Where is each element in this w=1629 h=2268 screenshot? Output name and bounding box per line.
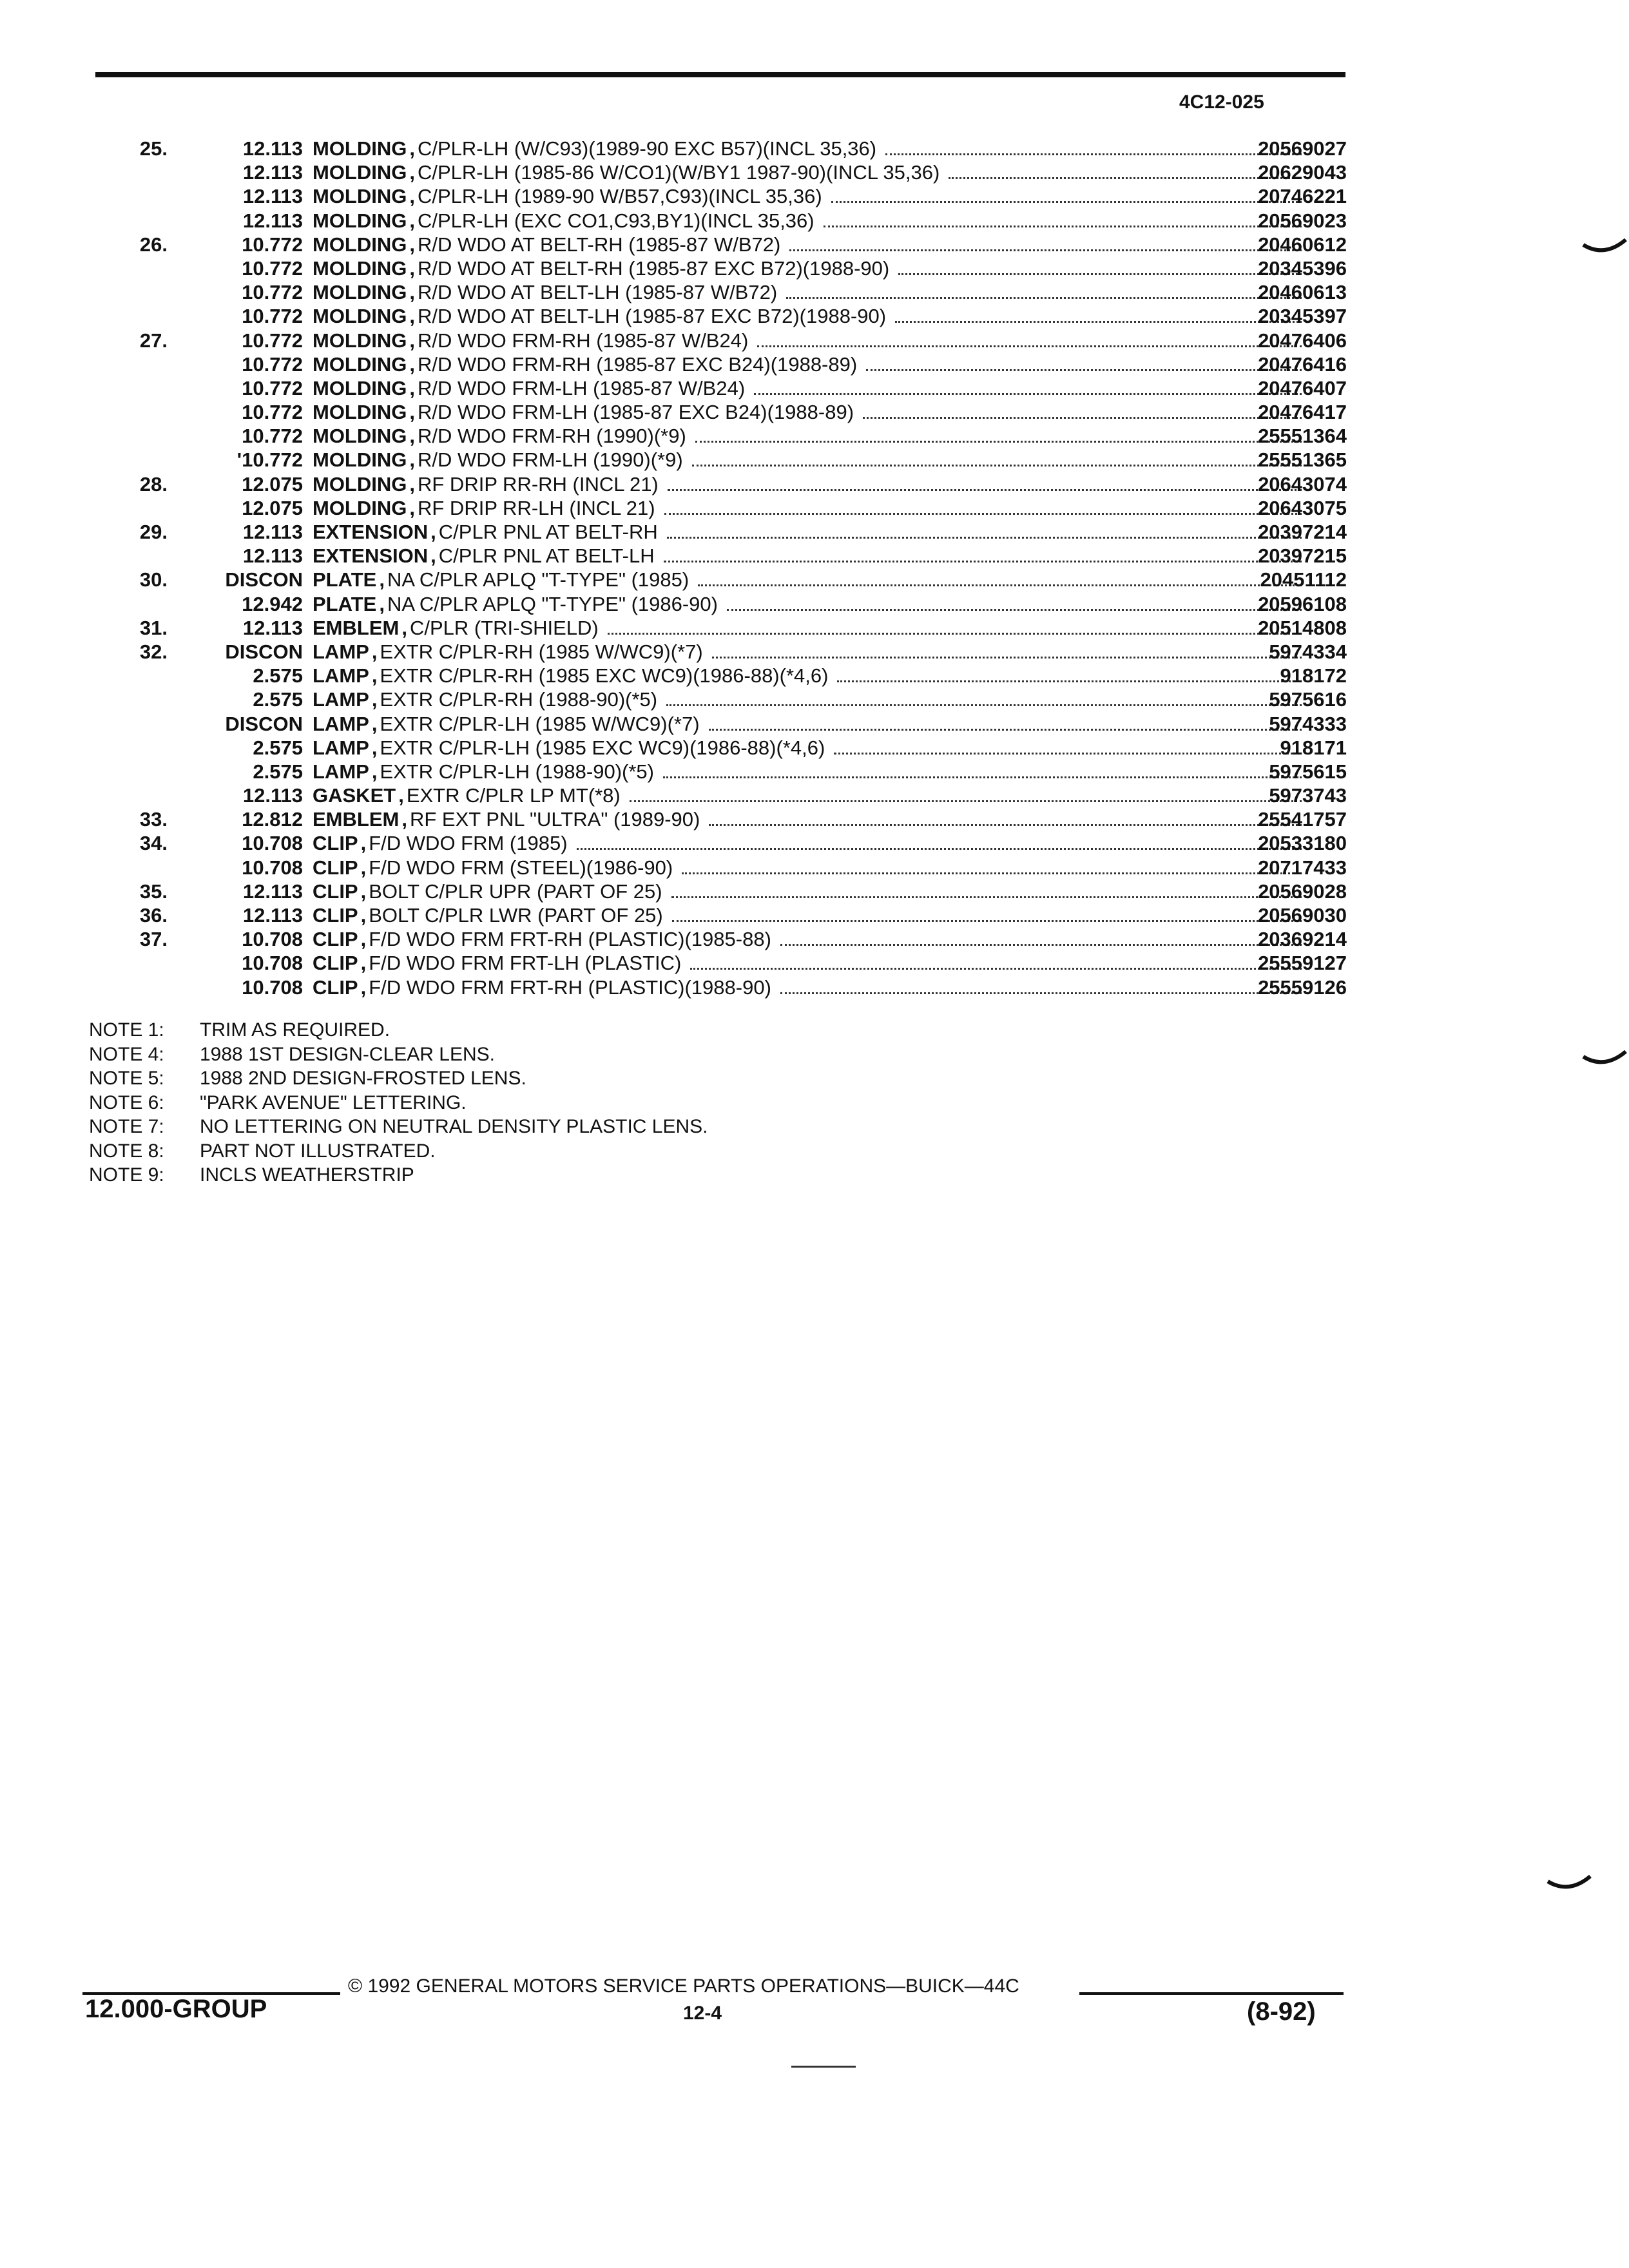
note-row bbox=[89, 1115, 708, 1139]
group-number: 12.113 bbox=[242, 161, 303, 184]
part-detail: EXTR C/PLR-RH (1988-90)(*5) bbox=[380, 688, 658, 711]
part-name: LAMP bbox=[313, 760, 369, 783]
part-row bbox=[97, 520, 1347, 544]
item-index: 35. bbox=[139, 879, 168, 903]
part-name: PLATE bbox=[313, 568, 377, 591]
footer-revision-date: (8-92) bbox=[1247, 1997, 1316, 2026]
note-label: NOTE 8: bbox=[89, 1140, 164, 1162]
part-row bbox=[97, 664, 1347, 687]
item-index: 36. bbox=[139, 904, 168, 927]
part-number: 20476417 bbox=[1258, 401, 1347, 424]
part-description bbox=[313, 160, 1308, 184]
name-separator: , bbox=[360, 832, 367, 855]
part-description bbox=[313, 448, 1308, 472]
name-separator: , bbox=[371, 664, 378, 687]
part-number: 20746221 bbox=[1258, 185, 1347, 208]
item-index: 28. bbox=[139, 472, 168, 495]
part-number: 5974334 bbox=[1269, 640, 1347, 663]
part-detail: R/D WDO FRM-LH (1990)(*9) bbox=[418, 448, 683, 472]
name-separator: , bbox=[379, 568, 385, 591]
item-index: 30. bbox=[139, 568, 168, 591]
part-description bbox=[313, 687, 1308, 711]
part-name: LAMP bbox=[313, 736, 369, 759]
part-description bbox=[313, 640, 1308, 664]
note-label: NOTE 6: bbox=[89, 1091, 164, 1113]
part-number: 20476416 bbox=[1258, 352, 1347, 376]
name-separator: , bbox=[409, 496, 415, 519]
part-number: 20629043 bbox=[1258, 161, 1347, 184]
part-description bbox=[313, 280, 1308, 304]
name-separator: , bbox=[430, 544, 436, 568]
part-name: EMBLEM bbox=[313, 616, 400, 639]
part-detail: R/D WDO AT BELT-RH (1985-87 W/B72) bbox=[418, 233, 781, 256]
group-number: 10.708 bbox=[242, 856, 303, 879]
part-description bbox=[313, 831, 1308, 855]
part-name: LAMP bbox=[313, 688, 369, 711]
part-name: CLIP bbox=[313, 904, 358, 927]
name-separator: , bbox=[360, 928, 367, 951]
part-description bbox=[313, 592, 1308, 616]
item-index: 27. bbox=[139, 329, 168, 352]
part-row bbox=[97, 472, 1347, 496]
part-row bbox=[97, 568, 1347, 591]
part-row bbox=[97, 616, 1347, 640]
part-number: 20369214 bbox=[1258, 928, 1347, 951]
part-name: GASKET bbox=[313, 784, 396, 807]
part-description bbox=[313, 712, 1308, 736]
part-row bbox=[97, 184, 1347, 208]
part-description bbox=[313, 329, 1308, 352]
name-separator: , bbox=[401, 616, 407, 639]
part-name: MOLDING bbox=[313, 185, 407, 208]
part-description bbox=[313, 352, 1308, 376]
part-name: MOLDING bbox=[313, 233, 407, 256]
part-name: MOLDING bbox=[313, 352, 407, 376]
part-detail: R/D WDO FRM-LH (1985-87 EXC B24)(1988-89) bbox=[418, 401, 854, 424]
part-number: 20569023 bbox=[1258, 209, 1347, 232]
group-number: 12.113 bbox=[242, 544, 303, 568]
note-row bbox=[89, 1066, 708, 1091]
part-row bbox=[97, 400, 1347, 424]
part-row bbox=[97, 544, 1347, 568]
name-separator: , bbox=[409, 472, 415, 495]
part-row bbox=[97, 256, 1347, 280]
part-row bbox=[97, 760, 1347, 783]
part-description bbox=[313, 233, 1308, 256]
group-number: 10.772 bbox=[242, 401, 303, 424]
part-name: CLIP bbox=[313, 952, 358, 975]
part-name: CLIP bbox=[313, 928, 358, 951]
name-separator: , bbox=[371, 760, 378, 783]
binder-hole-mark bbox=[1547, 1875, 1592, 1893]
part-row bbox=[97, 137, 1347, 160]
part-name: MOLDING bbox=[313, 137, 407, 160]
part-number: 20460612 bbox=[1258, 233, 1347, 256]
name-separator: , bbox=[409, 305, 415, 328]
group-number: 12.113 bbox=[242, 137, 303, 160]
part-name: MOLDING bbox=[313, 401, 407, 424]
part-number: 25551364 bbox=[1258, 425, 1347, 448]
group-number: '10.772 bbox=[236, 448, 303, 472]
note-label: NOTE 9: bbox=[89, 1164, 164, 1186]
part-number: 25541757 bbox=[1258, 808, 1347, 831]
part-description bbox=[313, 400, 1308, 424]
group-number: 10.708 bbox=[242, 975, 303, 999]
part-number: 20397215 bbox=[1258, 544, 1347, 568]
part-description bbox=[313, 568, 1308, 591]
parts-list bbox=[97, 137, 1347, 999]
part-detail: C/PLR PNL AT BELT-LH bbox=[438, 544, 655, 568]
name-separator: , bbox=[401, 808, 407, 831]
part-name: CLIP bbox=[313, 856, 358, 879]
group-number: 12.113 bbox=[242, 879, 303, 903]
name-separator: , bbox=[409, 209, 415, 232]
item-index: 32. bbox=[139, 640, 168, 663]
name-separator: , bbox=[430, 521, 436, 543]
part-detail: R/D WDO AT BELT-RH (1985-87 EXC B72)(1988-90) bbox=[418, 256, 890, 280]
part-detail: F/D WDO FRM (STEEL)(1986-90) bbox=[369, 856, 673, 879]
part-description bbox=[313, 424, 1308, 448]
part-number: 20643075 bbox=[1258, 496, 1347, 519]
group-number: 2.575 bbox=[253, 688, 303, 711]
part-name: CLIP bbox=[313, 879, 358, 903]
notes-list bbox=[89, 1018, 708, 1187]
name-separator: , bbox=[409, 329, 415, 352]
part-description bbox=[313, 760, 1308, 783]
name-separator: , bbox=[371, 640, 378, 663]
part-detail: F/D WDO FRM (1985) bbox=[369, 832, 568, 855]
note-text: NO LETTERING ON NEUTRAL DENSITY PLASTIC LENS. bbox=[200, 1116, 708, 1137]
name-separator: , bbox=[409, 233, 415, 256]
part-number: 25551365 bbox=[1258, 448, 1347, 472]
group-number: 10.772 bbox=[242, 233, 303, 256]
part-name: MOLDING bbox=[313, 305, 407, 328]
part-row bbox=[97, 903, 1347, 927]
part-detail: C/PLR-LH (W/C93)(1989-90 EXC B57)(INCL 35,36) bbox=[418, 137, 877, 160]
part-description bbox=[313, 975, 1308, 999]
note-row bbox=[89, 1139, 708, 1164]
part-row bbox=[97, 592, 1347, 616]
part-number: 20569027 bbox=[1258, 137, 1347, 160]
note-row bbox=[89, 1163, 708, 1187]
name-separator: , bbox=[360, 856, 367, 879]
part-description bbox=[313, 903, 1308, 927]
group-number: 10.772 bbox=[242, 281, 303, 304]
group-number: 2.575 bbox=[253, 760, 303, 783]
note-label: NOTE 5: bbox=[89, 1068, 164, 1089]
part-number: 5974333 bbox=[1269, 712, 1347, 735]
name-separator: , bbox=[409, 376, 415, 399]
name-separator: , bbox=[360, 904, 367, 927]
part-detail: EXTR C/PLR-LH (1985 EXC WC9)(1986-88)(*4,6) bbox=[380, 736, 825, 759]
part-description bbox=[313, 376, 1308, 400]
part-detail: R/D WDO FRM-RH (1985-87 W/B24) bbox=[418, 329, 749, 352]
part-detail: EXTR C/PLR-RH (1985 EXC WC9)(1986-88)(*4,6) bbox=[380, 664, 829, 687]
part-number: 20717433 bbox=[1258, 856, 1347, 879]
group-number: 10.772 bbox=[242, 305, 303, 328]
part-number: 5975615 bbox=[1269, 760, 1347, 783]
part-detail: RF DRIP RR-RH (INCL 21) bbox=[418, 472, 659, 495]
note-row bbox=[89, 1018, 708, 1043]
part-detail: C/PLR PNL AT BELT-RH bbox=[438, 521, 658, 543]
group-number: 10.772 bbox=[242, 425, 303, 448]
part-detail: RF EXT PNL "ULTRA" (1989-90) bbox=[409, 808, 700, 831]
group-number: 10.772 bbox=[242, 256, 303, 280]
name-separator: , bbox=[409, 185, 415, 208]
name-separator: , bbox=[409, 281, 415, 304]
part-row bbox=[97, 640, 1347, 664]
name-separator: , bbox=[371, 736, 378, 759]
part-row bbox=[97, 304, 1347, 328]
part-row bbox=[97, 448, 1347, 472]
part-number: 20460613 bbox=[1258, 281, 1347, 304]
group-number: 2.575 bbox=[253, 736, 303, 759]
part-name: MOLDING bbox=[313, 329, 407, 352]
part-number: 20533180 bbox=[1258, 832, 1347, 855]
item-index: 31. bbox=[139, 616, 168, 639]
part-row bbox=[97, 736, 1347, 760]
part-detail: EXTR C/PLR-LH (1985 W/WC9)(*7) bbox=[380, 712, 700, 735]
part-detail: BOLT C/PLR UPR (PART OF 25) bbox=[369, 879, 662, 903]
group-number: 12.113 bbox=[242, 185, 303, 208]
part-description bbox=[313, 783, 1308, 807]
part-number: 5975616 bbox=[1269, 688, 1347, 711]
part-description bbox=[313, 544, 1308, 568]
name-separator: , bbox=[360, 952, 367, 975]
part-row bbox=[97, 927, 1347, 951]
name-separator: , bbox=[409, 137, 415, 160]
item-index: 26. bbox=[139, 233, 168, 256]
part-detail: EXTR C/PLR LP MT(*8) bbox=[406, 784, 621, 807]
name-separator: , bbox=[360, 879, 367, 903]
part-name: MOLDING bbox=[313, 281, 407, 304]
item-index: 33. bbox=[139, 808, 168, 831]
part-description bbox=[313, 616, 1308, 640]
part-number: 25559126 bbox=[1258, 975, 1347, 999]
name-separator: , bbox=[398, 784, 404, 807]
name-separator: , bbox=[371, 712, 378, 735]
part-name: PLATE bbox=[313, 592, 377, 615]
group-number: 12.113 bbox=[242, 616, 303, 639]
part-description bbox=[313, 520, 1308, 544]
part-row bbox=[97, 975, 1347, 999]
footer-copyright: © 1992 GENERAL MOTORS SERVICE PARTS OPERATIONS—BUICK—44C bbox=[348, 1975, 1019, 1997]
name-separator: , bbox=[379, 592, 385, 615]
item-index: 29. bbox=[139, 521, 168, 543]
group-number: 10.708 bbox=[242, 952, 303, 975]
note-text: 1988 1ST DESIGN-CLEAR LENS. bbox=[200, 1043, 495, 1065]
part-number: 918172 bbox=[1280, 664, 1347, 687]
part-row bbox=[97, 951, 1347, 975]
name-separator: , bbox=[409, 425, 415, 448]
bottom-dash bbox=[791, 2066, 856, 2068]
group-number: 12.075 bbox=[242, 472, 303, 495]
part-name: MOLDING bbox=[313, 161, 407, 184]
group-number: DISCON bbox=[225, 640, 303, 663]
note-text: PART NOT ILLUSTRATED. bbox=[200, 1140, 436, 1162]
note-label: NOTE 7: bbox=[89, 1116, 164, 1137]
group-number: 12.113 bbox=[242, 904, 303, 927]
item-index: 37. bbox=[139, 928, 168, 951]
part-number: 25559127 bbox=[1258, 952, 1347, 975]
footer-rule-right bbox=[1079, 1992, 1344, 1995]
part-name: MOLDING bbox=[313, 209, 407, 232]
part-name: MOLDING bbox=[313, 472, 407, 495]
part-detail: C/PLR-LH (EXC CO1,C93,BY1)(INCL 35,36) bbox=[418, 209, 815, 232]
group-number: 12.075 bbox=[242, 496, 303, 519]
part-description bbox=[313, 807, 1308, 831]
part-row bbox=[97, 712, 1347, 736]
part-detail: C/PLR (TRI-SHIELD) bbox=[409, 616, 599, 639]
part-description bbox=[313, 137, 1308, 160]
part-row bbox=[97, 687, 1347, 711]
part-name: LAMP bbox=[313, 664, 369, 687]
part-row bbox=[97, 783, 1347, 807]
part-number: 20345397 bbox=[1258, 305, 1347, 328]
part-number: 20643074 bbox=[1258, 472, 1347, 495]
group-number: DISCON bbox=[225, 568, 303, 591]
part-detail: EXTR C/PLR-LH (1988-90)(*5) bbox=[380, 760, 654, 783]
part-detail: EXTR C/PLR-RH (1985 W/WC9)(*7) bbox=[380, 640, 703, 663]
footer-group-label: 12.000-GROUP bbox=[85, 1995, 267, 2023]
part-description bbox=[313, 879, 1308, 903]
name-separator: , bbox=[360, 975, 367, 999]
part-description bbox=[313, 184, 1308, 208]
group-number: 12.942 bbox=[242, 592, 303, 615]
part-number: 20476407 bbox=[1258, 376, 1347, 399]
part-description bbox=[313, 856, 1308, 879]
binder-hole-mark bbox=[1582, 1050, 1627, 1068]
name-separator: , bbox=[409, 256, 415, 280]
part-row bbox=[97, 807, 1347, 831]
part-row bbox=[97, 160, 1347, 184]
part-detail: F/D WDO FRM FRT-RH (PLASTIC)(1988-90) bbox=[369, 975, 771, 999]
part-description bbox=[313, 951, 1308, 975]
group-number: 10.708 bbox=[242, 832, 303, 855]
footer-page-number: 12-4 bbox=[683, 2003, 722, 2024]
part-name: MOLDING bbox=[313, 496, 407, 519]
name-separator: , bbox=[371, 688, 378, 711]
part-detail: F/D WDO FRM FRT-LH (PLASTIC) bbox=[369, 952, 682, 975]
part-number: 918171 bbox=[1280, 736, 1347, 759]
part-row bbox=[97, 879, 1347, 903]
part-row bbox=[97, 329, 1347, 352]
part-number: 20345396 bbox=[1258, 256, 1347, 280]
part-row bbox=[97, 280, 1347, 304]
part-detail: BOLT C/PLR LWR (PART OF 25) bbox=[369, 904, 663, 927]
part-name: CLIP bbox=[313, 832, 358, 855]
note-text: 1988 2ND DESIGN-FROSTED LENS. bbox=[200, 1068, 526, 1089]
part-number: 20397214 bbox=[1258, 521, 1347, 543]
part-detail: R/D WDO AT BELT-LH (1985-87 EXC B72)(1988-90) bbox=[418, 305, 887, 328]
part-name: EXTENSION bbox=[313, 544, 429, 568]
group-number: 10.772 bbox=[242, 329, 303, 352]
part-row bbox=[97, 352, 1347, 376]
note-text: INCLS WEATHERSTRIP bbox=[200, 1164, 414, 1186]
group-number: 10.772 bbox=[242, 352, 303, 376]
part-number: 20569028 bbox=[1258, 879, 1347, 903]
group-number: 10.772 bbox=[242, 376, 303, 399]
part-row bbox=[97, 496, 1347, 520]
part-detail: C/PLR-LH (1985-86 W/CO1)(W/BY1 1987-90)(INCL 35,36) bbox=[418, 161, 940, 184]
item-index: 34. bbox=[139, 832, 168, 855]
part-number: 5973743 bbox=[1269, 784, 1347, 807]
part-detail: F/D WDO FRM FRT-RH (PLASTIC)(1985-88) bbox=[369, 928, 771, 951]
part-row bbox=[97, 856, 1347, 879]
note-text: "PARK AVENUE" LETTERING. bbox=[200, 1091, 467, 1113]
group-number: 12.113 bbox=[242, 209, 303, 232]
group-number: 12.113 bbox=[242, 784, 303, 807]
part-row bbox=[97, 831, 1347, 855]
name-separator: , bbox=[409, 352, 415, 376]
part-number: 20596108 bbox=[1258, 592, 1347, 615]
part-detail: RF DRIP RR-LH (INCL 21) bbox=[418, 496, 655, 519]
part-description bbox=[313, 472, 1308, 496]
part-description bbox=[313, 496, 1308, 520]
page-code: 4C12-025 bbox=[1179, 91, 1264, 113]
part-name: CLIP bbox=[313, 975, 358, 999]
part-description bbox=[313, 304, 1308, 328]
part-name: EMBLEM bbox=[313, 808, 400, 831]
binder-hole-mark bbox=[1582, 238, 1627, 256]
part-number: 20476406 bbox=[1258, 329, 1347, 352]
group-number: DISCON bbox=[225, 712, 303, 735]
part-name: EXTENSION bbox=[313, 521, 429, 543]
item-index: 25. bbox=[139, 137, 168, 160]
part-row bbox=[97, 376, 1347, 400]
part-detail: R/D WDO FRM-LH (1985-87 W/B24) bbox=[418, 376, 746, 399]
group-number: 12.812 bbox=[242, 808, 303, 831]
note-row bbox=[89, 1043, 708, 1067]
part-row bbox=[97, 233, 1347, 256]
part-description bbox=[313, 256, 1308, 280]
part-detail: R/D WDO AT BELT-LH (1985-87 W/B72) bbox=[418, 281, 778, 304]
name-separator: , bbox=[409, 448, 415, 472]
group-number: 12.113 bbox=[242, 521, 303, 543]
part-name: LAMP bbox=[313, 640, 369, 663]
name-separator: , bbox=[409, 161, 415, 184]
group-number: 2.575 bbox=[253, 664, 303, 687]
part-description bbox=[313, 209, 1308, 233]
part-row bbox=[97, 209, 1347, 233]
part-row bbox=[97, 424, 1347, 448]
part-detail: R/D WDO FRM-RH (1990)(*9) bbox=[418, 425, 686, 448]
part-detail: R/D WDO FRM-RH (1985-87 EXC B24)(1988-89) bbox=[418, 352, 858, 376]
part-detail: NA C/PLR APLQ "T-TYPE" (1985) bbox=[387, 568, 689, 591]
part-number: 20451112 bbox=[1260, 568, 1347, 591]
part-name: MOLDING bbox=[313, 376, 407, 399]
note-label: NOTE 1: bbox=[89, 1019, 164, 1041]
note-label: NOTE 4: bbox=[89, 1043, 164, 1065]
part-description bbox=[313, 736, 1308, 760]
part-detail: NA C/PLR APLQ "T-TYPE" (1986-90) bbox=[387, 592, 718, 615]
part-name: LAMP bbox=[313, 712, 369, 735]
part-description bbox=[313, 664, 1308, 687]
part-name: MOLDING bbox=[313, 256, 407, 280]
part-description bbox=[313, 927, 1308, 951]
group-number: 10.708 bbox=[242, 928, 303, 951]
part-name: MOLDING bbox=[313, 425, 407, 448]
name-separator: , bbox=[409, 401, 415, 424]
note-row bbox=[89, 1091, 708, 1115]
top-rule bbox=[95, 72, 1345, 77]
part-number: 20514808 bbox=[1258, 616, 1347, 639]
part-number: 20569030 bbox=[1258, 904, 1347, 927]
note-text: TRIM AS REQUIRED. bbox=[200, 1019, 390, 1041]
part-name: MOLDING bbox=[313, 448, 407, 472]
part-detail: C/PLR-LH (1989-90 W/B57,C93)(INCL 35,36) bbox=[418, 185, 822, 208]
